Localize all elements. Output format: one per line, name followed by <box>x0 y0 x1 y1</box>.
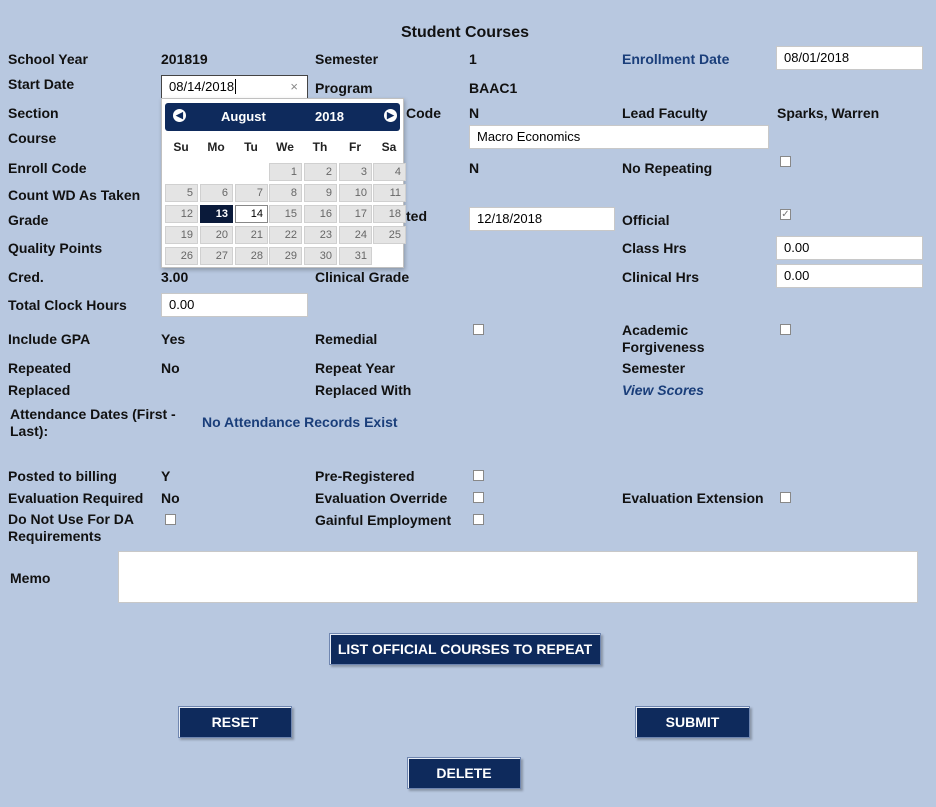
memo-label: Memo <box>10 570 51 586</box>
pre-registered-label: Pre-Registered <box>315 468 415 484</box>
clinical-grade-label: Clinical Grade <box>315 269 410 285</box>
evaluation-extension-label: Evaluation Extension <box>622 490 764 506</box>
enrollment-date-link[interactable]: Enrollment Date <box>622 51 730 67</box>
program-label: Program <box>315 80 373 96</box>
calendar-day-11[interactable]: 11 <box>373 184 406 202</box>
code-label: Code <box>406 105 441 121</box>
grade-label: Grade <box>8 212 49 228</box>
calendar-day-21[interactable]: 21 <box>235 226 268 244</box>
academic-forgiveness-label: Academic Forgiveness <box>622 322 705 355</box>
academic-forgiveness-checkbox[interactable] <box>780 324 791 335</box>
clinical-hrs-label: Clinical Hrs <box>622 269 700 285</box>
calendar-day-16[interactable]: 16 <box>304 205 337 223</box>
semester-value: 1 <box>469 51 477 67</box>
calendar-day-22[interactable]: 22 <box>269 226 302 244</box>
reset-button[interactable]: RESET <box>178 706 292 738</box>
remedial-label: Remedial <box>315 331 378 347</box>
course-input[interactable]: Macro Economics <box>469 125 769 149</box>
quality-points-label: Quality Points <box>8 240 103 256</box>
date-picker <box>161 98 404 268</box>
count-wd-label: Count WD As Taken <box>8 187 141 203</box>
evaluation-required-label: Evaluation Required <box>8 490 144 506</box>
official-label: Official <box>622 212 670 228</box>
calendar-day-6[interactable]: 6 <box>200 184 233 202</box>
remedial-checkbox[interactable] <box>473 324 484 335</box>
repeated-value: No <box>161 360 180 376</box>
total-clock-hours-input[interactable]: 0.00 <box>161 293 308 317</box>
course-label: Course <box>8 130 57 146</box>
prev-month-icon[interactable]: ◀ <box>173 109 186 122</box>
submit-button[interactable]: SUBMIT <box>635 706 750 738</box>
enroll-code-value: N <box>469 160 480 176</box>
evaluation-extension-checkbox[interactable] <box>780 492 791 503</box>
calendar-day-2[interactable]: 2 <box>304 163 337 181</box>
calendar-day-30[interactable]: 30 <box>304 247 337 265</box>
weekday-su: Su <box>173 140 189 154</box>
list-official-courses-button[interactable]: LIST OFFICIAL COURSES TO REPEAT <box>329 633 601 665</box>
delete-button[interactable]: DELETE <box>407 757 521 789</box>
completed-date-input[interactable]: 12/18/2018 <box>469 207 615 231</box>
view-scores-link[interactable]: View Scores <box>622 382 704 398</box>
program-value: BAAC1 <box>469 80 518 96</box>
weekday-sa: Sa <box>381 140 397 154</box>
lead-faculty-label: Lead Faculty <box>622 105 708 121</box>
calendar-day-14[interactable]: 14 <box>235 205 268 223</box>
clear-icon[interactable]: × <box>290 79 298 94</box>
calendar-day-10[interactable]: 10 <box>339 184 372 202</box>
section-label: Section <box>8 105 59 121</box>
page-title: Student Courses <box>400 24 529 41</box>
attendance-dates-label: Attendance Dates (First - Last): <box>10 406 176 439</box>
calendar-day-23[interactable]: 23 <box>304 226 337 244</box>
memo-textarea[interactable] <box>118 551 918 603</box>
calendar-day-31[interactable]: 31 <box>339 247 372 265</box>
calendar-day-28[interactable]: 28 <box>235 247 268 265</box>
start-date-input[interactable] <box>161 75 308 99</box>
calendar-year[interactable]: 2018 <box>315 109 344 124</box>
calendar-month[interactable]: August <box>221 109 266 124</box>
evaluation-override-label: Evaluation Override <box>315 490 448 506</box>
calendar-day-12[interactable]: 12 <box>165 205 198 223</box>
start-date-label: Start Date <box>8 76 75 92</box>
no-attendance-text: No Attendance Records Exist <box>202 414 398 430</box>
school-year-label: School Year <box>8 51 88 67</box>
calendar-day-4[interactable]: 4 <box>373 163 406 181</box>
calendar-day-19[interactable]: 19 <box>165 226 198 244</box>
calendar-day-24[interactable]: 24 <box>339 226 372 244</box>
evaluation-required-value: No <box>161 490 180 506</box>
clinical-hrs-input[interactable]: 0.00 <box>776 264 923 288</box>
gainful-employment-checkbox[interactable] <box>473 514 484 525</box>
evaluation-override-checkbox[interactable] <box>473 492 484 503</box>
calendar-day-13[interactable]: 13 <box>200 205 233 223</box>
weekday-th: Th <box>312 140 328 154</box>
cred-label: Cred. <box>8 269 44 285</box>
calendar-day-3[interactable]: 3 <box>339 163 372 181</box>
gainful-employment-label: Gainful Employment <box>315 512 452 528</box>
calendar-day-29[interactable]: 29 <box>269 247 302 265</box>
repeated-label: Repeated <box>8 360 72 376</box>
total-clock-hours-label: Total Clock Hours <box>8 297 127 313</box>
weekday-we: We <box>276 140 294 154</box>
posted-to-billing-value: Y <box>161 468 171 484</box>
calendar-day-8[interactable]: 8 <box>269 184 302 202</box>
calendar-day-9[interactable]: 9 <box>304 184 337 202</box>
no-repeating-label: No Repeating <box>622 160 713 176</box>
do-not-use-da-label: Do Not Use For DA Requirements <box>8 511 134 544</box>
calendar-header <box>165 103 400 131</box>
enrollment-date-input[interactable]: 08/01/2018 <box>776 46 923 70</box>
pre-registered-checkbox[interactable] <box>473 470 484 481</box>
calendar-day-18[interactable]: 18 <box>373 205 406 223</box>
class-hrs-label: Class Hrs <box>622 240 687 256</box>
weekday-fr: Fr <box>349 140 361 154</box>
class-hrs-input[interactable]: 0.00 <box>776 236 923 260</box>
calendar-day-26[interactable]: 26 <box>165 247 198 265</box>
include-gpa-value: Yes <box>161 331 186 347</box>
calendar-day-17[interactable]: 17 <box>339 205 372 223</box>
weekday-tu: Tu <box>244 140 258 154</box>
calendar-day-20[interactable]: 20 <box>200 226 233 244</box>
include-gpa-label: Include GPA <box>8 331 91 347</box>
official-checkbox[interactable]: ✓ <box>781 209 790 220</box>
text-cursor <box>235 79 236 94</box>
start-date-value: 08/14/2018 <box>169 79 235 94</box>
posted-to-billing-label: Posted to billing <box>8 468 117 484</box>
calendar-day-15[interactable]: 15 <box>269 205 302 223</box>
repeat-semester-label: Semester <box>622 360 686 376</box>
no-repeating-checkbox[interactable] <box>780 156 791 167</box>
replaced-with-label: Replaced With <box>315 382 412 398</box>
calendar-day-27[interactable]: 27 <box>200 247 233 265</box>
lead-faculty-value: Sparks, Warren <box>777 105 880 121</box>
repeat-year-label: Repeat Year <box>315 360 395 376</box>
do-not-use-da-checkbox[interactable] <box>165 514 176 525</box>
calendar-day-1[interactable]: 1 <box>269 163 302 181</box>
calendar-day-5[interactable]: 5 <box>165 184 198 202</box>
cred-value: 3.00 <box>161 269 189 285</box>
next-month-icon[interactable]: ▶ <box>384 109 397 122</box>
calendar-day-25[interactable]: 25 <box>373 226 406 244</box>
replaced-label: Replaced <box>8 382 71 398</box>
calendar-day-7[interactable]: 7 <box>235 184 268 202</box>
enroll-code-label: Enroll Code <box>8 160 87 176</box>
semester-label: Semester <box>315 51 379 67</box>
code-value: N <box>469 105 480 121</box>
school-year-value: 201819 <box>161 51 208 67</box>
weekday-mo: Mo <box>207 140 225 154</box>
completed-label: ted <box>406 208 427 224</box>
